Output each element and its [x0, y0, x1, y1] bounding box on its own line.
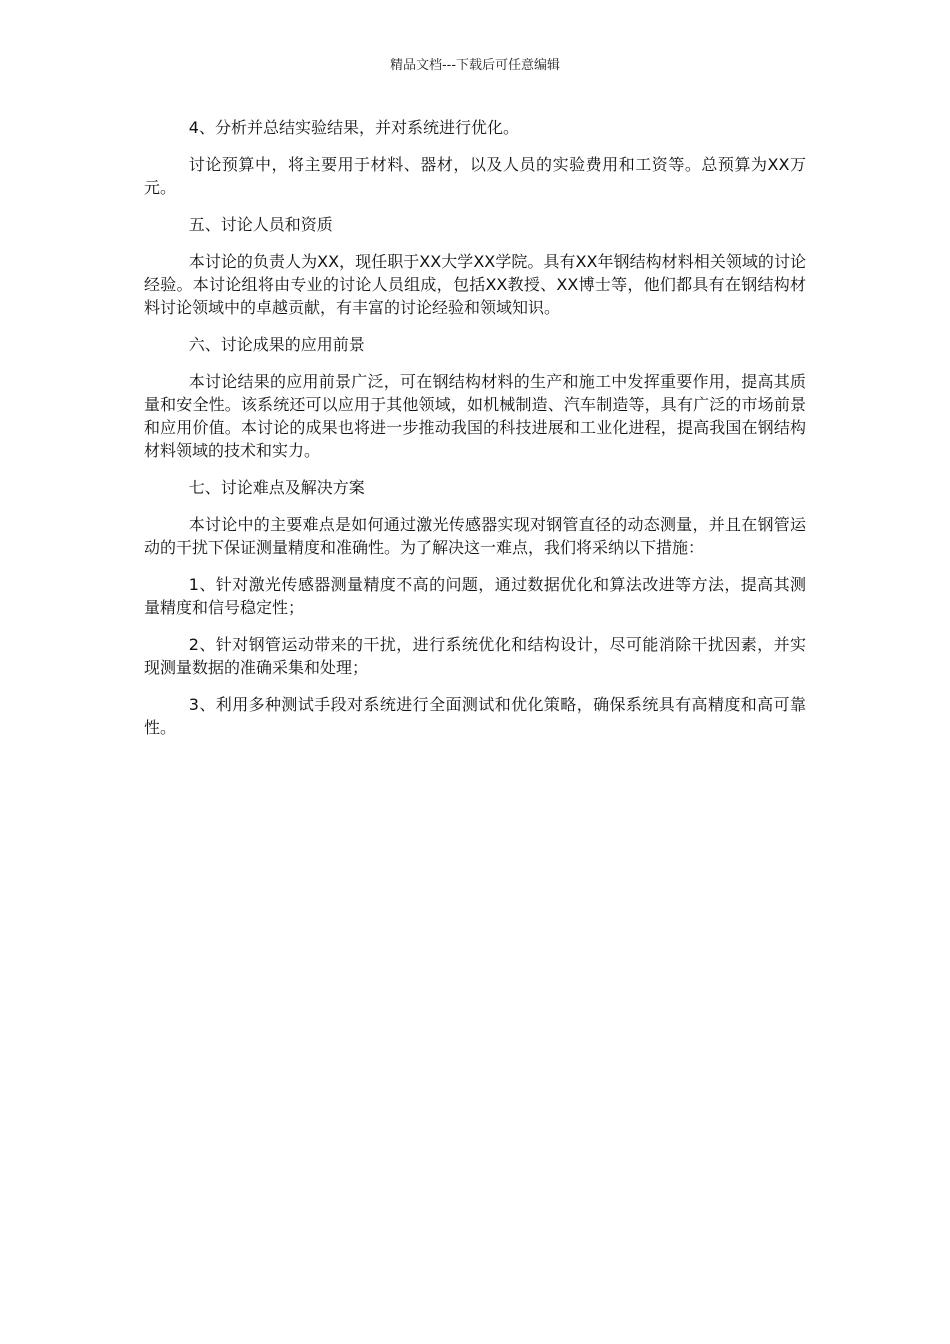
paragraph-personnel: 本讨论的负责人为XX，现任职于XX大学XX学院。具有XX年钢结构材料相关领域的讨论经验。本讨论组将由专业的讨论人员组成，包括XX教授、XX博士等，他们都具有在钢结构材料讨论领域中的卓越贡献，有丰富的讨论经验和领域知识。: [144, 252, 806, 317]
section-heading-difficulties: 七、讨论难点及解决方案: [188, 478, 365, 497]
paragraph-step-4: 4、分析并总结实验结果，并对系统进行优化。: [188, 118, 519, 137]
paragraph-measure-2: 2、针对钢管运动带来的干扰，进行系统优化和结构设计，尽可能消除干扰因素，并实现测量数据的准确采集和处理；: [144, 635, 806, 677]
section-heading-personnel: 五、讨论人员和资质: [188, 215, 333, 234]
paragraph-measure-1: 1、针对激光传感器测量精度不高的问题，通过数据优化和算法改进等方法，提高其测量精度和信号稳定性；: [144, 575, 806, 617]
paragraph-difficulties: 本讨论中的主要难点是如何通过激光传感器实现对钢管直径的动态测量，并且在钢管运动的干扰下保证测量精度和准确性。为了解决这一难点，我们将采纳以下措施：: [144, 515, 806, 557]
paragraph-measure-3: 3、利用多种测试手段对系统进行全面测试和优化策略，确保系统具有高精度和高可靠性。: [144, 695, 806, 737]
section-heading-application: 六、讨论成果的应用前景: [188, 335, 365, 354]
paragraph-budget: 讨论预算中，将主要用于材料、器材，以及人员的实验费用和工资等。总预算为XX万元。: [144, 155, 806, 197]
paragraph-application: 本讨论结果的应用前景广泛，可在钢结构材料的生产和施工中发挥重要作用，提高其质量和安全性。该系统还可以应用于其他领域，如机械制造、汽车制造等，具有广泛的市场前景和应用价值。本讨论的成果也将进一步推动我国的科技进展和工业化进程，提高我国在钢结构材料领域的技术和实力。: [144, 372, 806, 460]
document-body: [144, 116, 806, 753]
page-header: 精品文档---下载后可任意编辑: [389, 58, 561, 73]
